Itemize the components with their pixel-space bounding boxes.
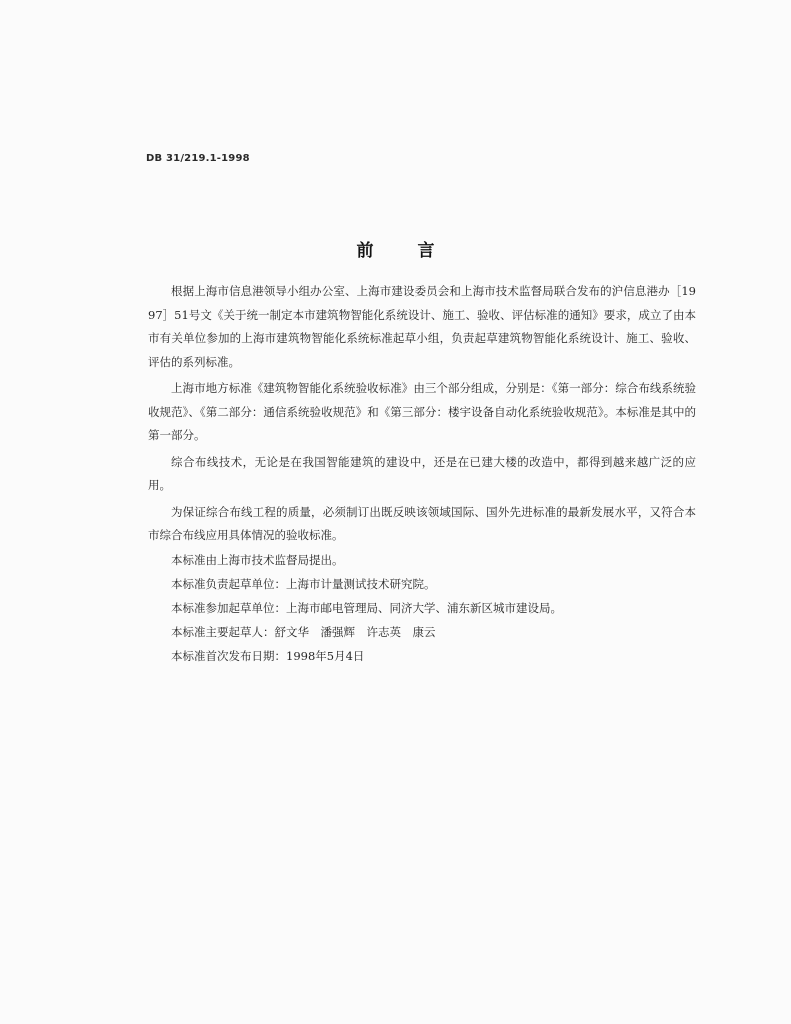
line-proposed-by: 本标准由上海市技术监督局提出。 (171, 552, 344, 567)
paragraph-standard-structure: 上海市地方标准《建筑物智能化系统验收标准》由三个部分组成，分别是：《第一部分：综合布线系统验收规范》、《第二部分：通信系统验收规范》和《第三部分：楼宇设备自动化系统验收规范》。本标准是其中的第一部分。 (148, 381, 696, 442)
paragraph-background: 根据上海市信息港领导小组办公室、上海市建设委员会和上海市技术监督局联合发布的沪信息港办［1997］51号文《关于统一制定本市建筑物智能化系统设计、施工、验收、评估标准的通知》要求，成立了由本市有关单位参加的上海市建筑物智能化系统标准起草小组，负责起草建筑物智能化系统设计、施工、验收、评估的系列标准。 (148, 284, 696, 369)
line-participating-drafters: 本标准参加起草单位：上海市邮电管理局、同济大学、浦东新区城市建设局。 (171, 600, 562, 615)
line-release-date: 本标准首次发布日期：1998年5月4日 (171, 648, 365, 663)
standard-code: DB 31/219.1-1998 (146, 153, 250, 164)
page-title: 前言 (356, 241, 479, 261)
line-main-authors: 本标准主要起草人：舒文华 潘强辉 许志英 康云 (171, 624, 436, 639)
paragraph-cabling-technology: 综合布线技术，无论是在我国智能建筑的建设中，还是在已建大楼的改造中，都得到越来越广泛的应用。 (148, 454, 696, 492)
paragraph-quality-purpose: 为保证综合布线工程的质量，必须制订出既反映该领域国际、国外先进标准的最新发展水平，又符合本市综合布线应用具体情况的验收标准。 (148, 504, 696, 542)
line-lead-drafter: 本标准负责起草单位：上海市计量测试技术研究院。 (171, 576, 436, 591)
document-body (148, 280, 696, 668)
